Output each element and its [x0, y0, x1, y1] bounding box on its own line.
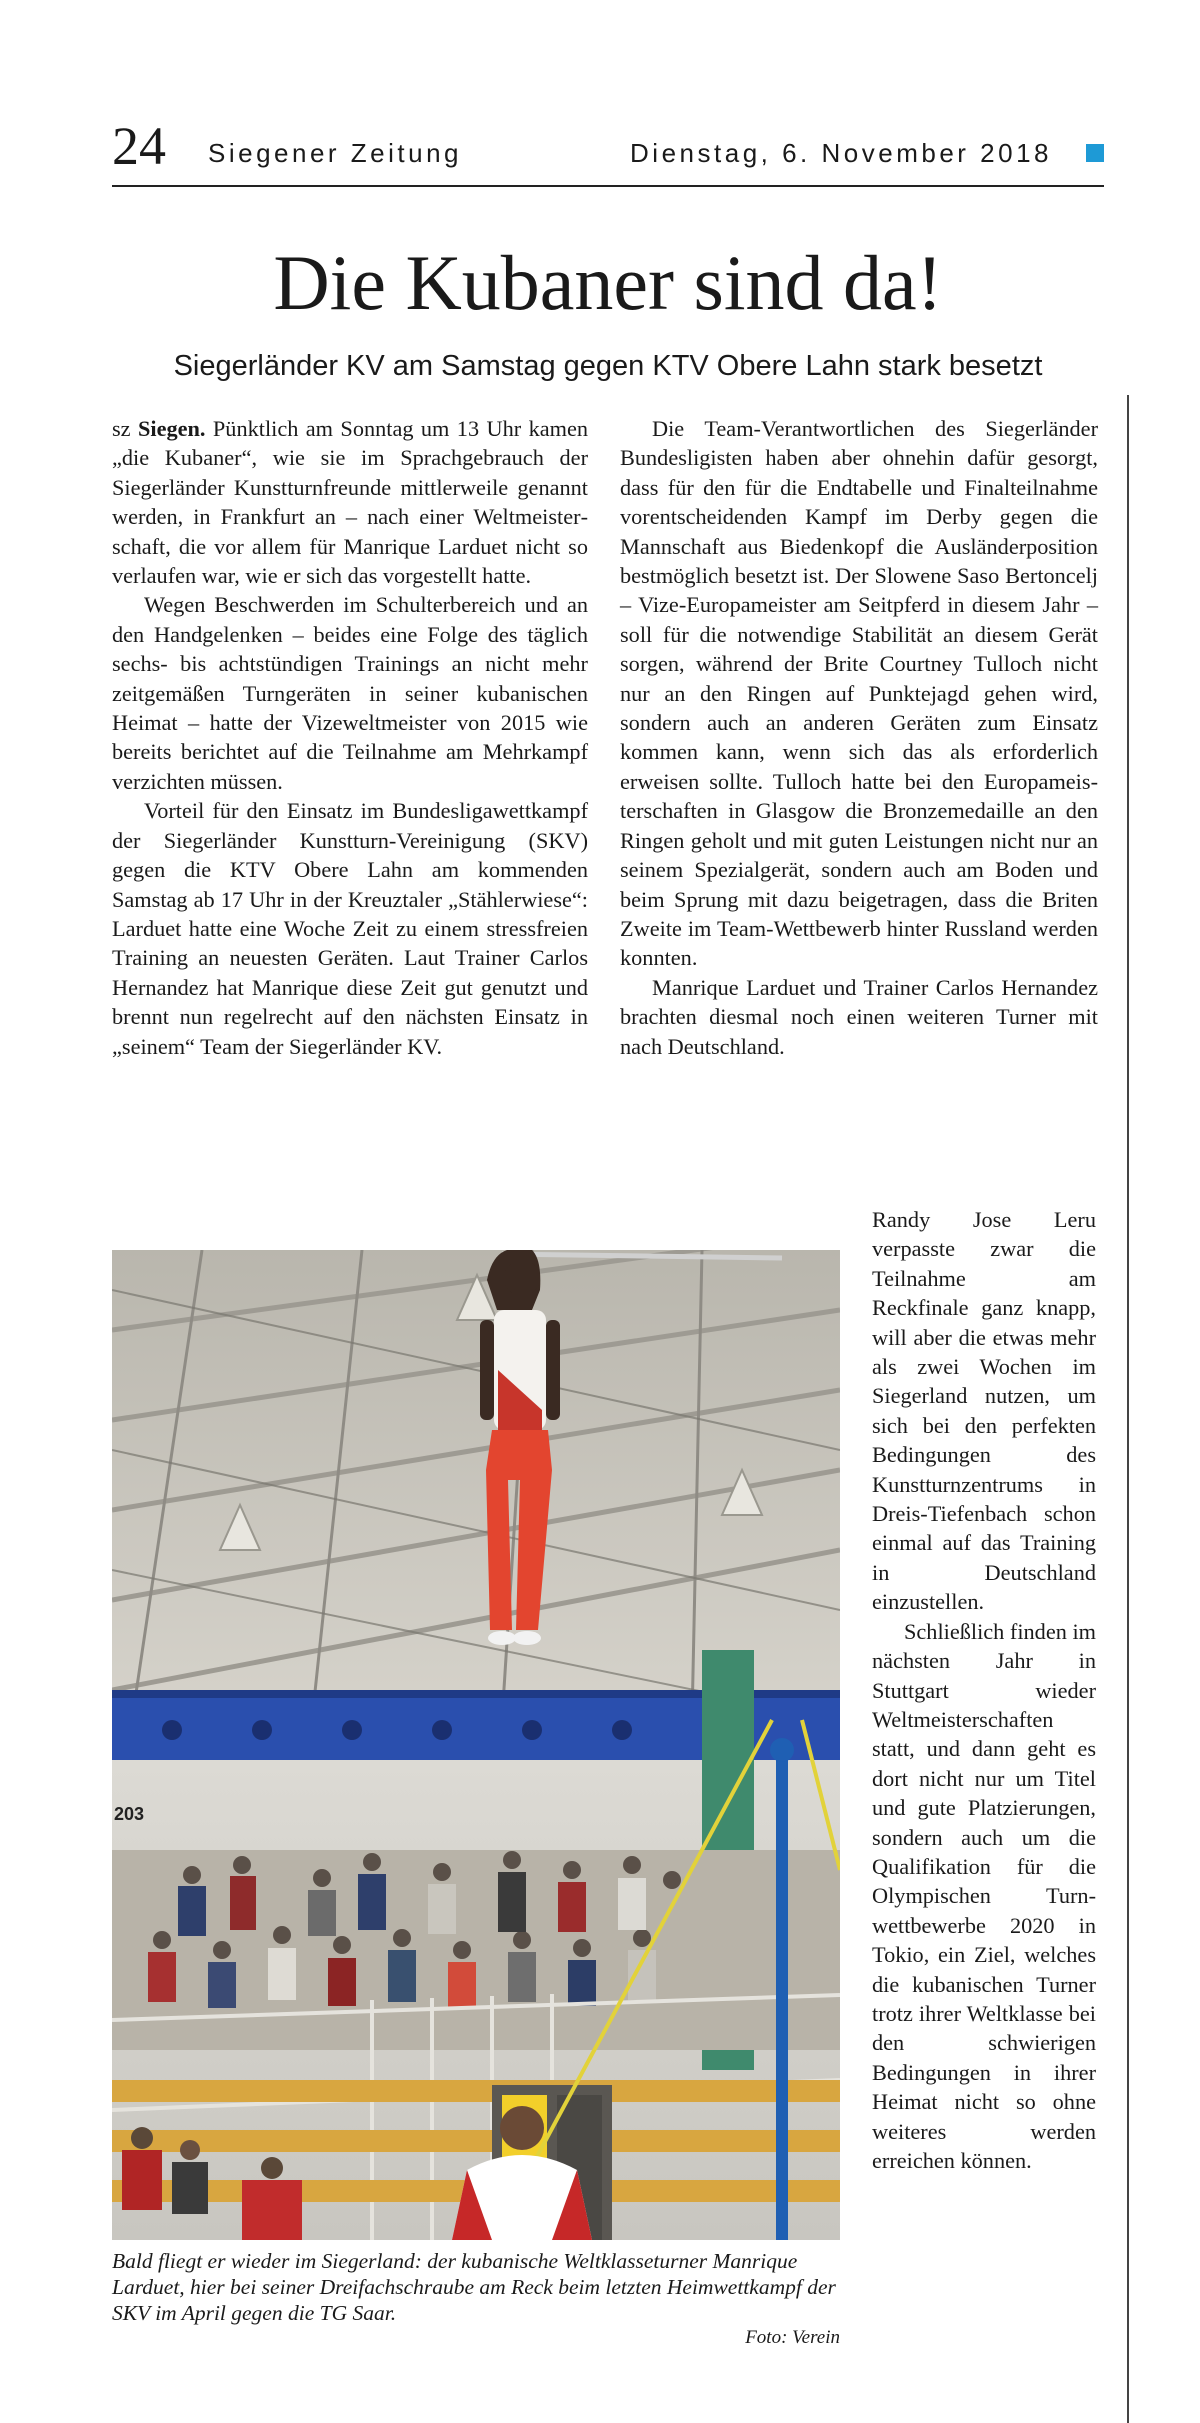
issue-date: Dienstag, 6. November 2018 [630, 138, 1052, 168]
headline: Die Kubaner sind da! [273, 239, 943, 326]
photo-caption: Bald fliegt er wieder im Siegerland: der kubanische Weltklasseturner Manrique Larduet, hier bei seiner Dreifachschraube am Reck beim letzten Heimwettkampf der SKV im April gegen die TG Saar. [112, 2249, 836, 2325]
article-column-2 [620, 414, 1098, 1061]
page-number: 24 [112, 116, 166, 176]
column-rule [1127, 395, 1129, 2423]
hall-sign: 203 [114, 1804, 145, 1824]
masthead [112, 118, 1104, 182]
dateline-place: Siegen. [137, 416, 206, 441]
subheadline: Siegerländer KV am Samstag gegen KTV Obere Lahn stark besetzt [173, 350, 1043, 382]
gymnastics-photo-illustration [112, 1250, 840, 2240]
article-photo [112, 1250, 840, 2240]
paragraph-1-text: Pünktlich am Sonntag um 13 Uhr kamen „die Kubaner“, wie sie im Sprachgebrauch der Siegerländer Kunstturnfreunde mittlerweile genannt werden, in Frankfurt an – nach einer Weltmeisterschaft, die vor allem für Manrique Larduet nicht so verlaufen war, wie er sich das vorgestellt hatte. [112, 416, 588, 589]
newspaper-name: Siegener Zeitung [208, 138, 463, 168]
dateline-prefix: sz [112, 416, 138, 441]
paragraph-1 [112, 414, 588, 590]
paragraph-7: Schließlich finden im nächsten Jahr in Stuttgart wieder Weltmeisterschaften statt, und dann geht es dort nicht nur um Titel und gute Platzierungen, sondern auch um die Qualifikation für die Olympischen Turnwettbewerbe 2020 in Tokio, ein Ziel, welches die kubanischen Turner trotz ihrer Weltklasse bei den schwierigen Bedingungen in ihrer Heimat nicht so ohne weiteres werden erreichen können. [872, 1618, 1096, 2173]
paragraph-5: Manrique Larduet und Trainer Carlos Hernandez brachten diesmal noch einen weiteren Turner mit nach Deutschland. [620, 974, 1098, 1059]
photo-credit: Foto: Verein [745, 2327, 840, 2348]
paragraph-2: Wegen Beschwerden im Schulterbereich und an den Handgelenken – beides eine Folge des täglich sechs- bis achtstündigen Trainings an nicht mehr zeitgemäßen Turngeräten in seiner kubanischen Heimat – hatte der Vizeweltmeister von 2015 wie bereits berichtet auf die Teilnahme am Mehrkampf verzichten müssen. [112, 592, 588, 794]
paragraph-4: Die Team-Verantwortlichen des Siegerländer Bundesligisten haben aber ohnehin dafür gesorgt, dass für den für die Endtabelle und Finalteilnahme vorentscheidenden Kampf im Derby gegen die Mannschaft aus Biedenkopf die Ausländerposition bestmöglich besetzt ist. Der Slowene Saso Bertoncelj – Vize-Europameister am Seitpferd in diesem Jahr – soll für die notwendige Stabilität an diesem Gerät sorgen, während der Brite Courtney Tulloch nicht nur an den Ringen auf Punktejagd gehen wird, sondern auch an anderen Geräten zum Einsatz kommen kann, wenn sich das als erforderlich erweisen sollte. Tulloch hatte bei den Europameisterschaften in Glasgow die Bronzemedaille an den Ringen geholt und mit guten Leistungen nicht nur an seinem Spezialgerät, sondern auch am Boden und beim Sprung mit dazu beigetragen, dass die Briten Zweite im Team-Wettbewerb hinter Russland werden konnten. [620, 416, 1098, 971]
paragraph-6: Randy Jose Leru verpasste zwar die Teilnahme am Reckfinale ganz knapp, will aber die etwas mehr als zwei Wochen im Siegerland nutzen, um sich bei den perfekten Bedingungen des Kunstturnzentrums in Dreis-Tiefenbach schon einmal auf das Training in Deutschland einzustellen. [872, 1207, 1096, 1615]
article-column-1 [112, 414, 588, 1061]
article-column-2-narrow [872, 1205, 1096, 2175]
paragraph-3: Vorteil für den Einsatz im Bundesligawettkampf der Siegerländer Kunstturn-Vereinigung (SKV) gegen die KTV Obere Lahn am kommenden Samstag ab 17 Uhr in der Kreuztaler „Stählerwiese“: Larduet hatte eine Woche Zeit zu einem stressfreien Training an neuesten Geräten. Laut Trainer Carlos Hernandez hat Manrique diese Zeit gut genutzt und brennt nun regelrecht auf den nächsten Einsatz in „seinem“ Team der Siegerländer KV. [112, 798, 588, 1059]
section-marker-icon [1086, 144, 1104, 162]
header-rule [112, 185, 1104, 187]
